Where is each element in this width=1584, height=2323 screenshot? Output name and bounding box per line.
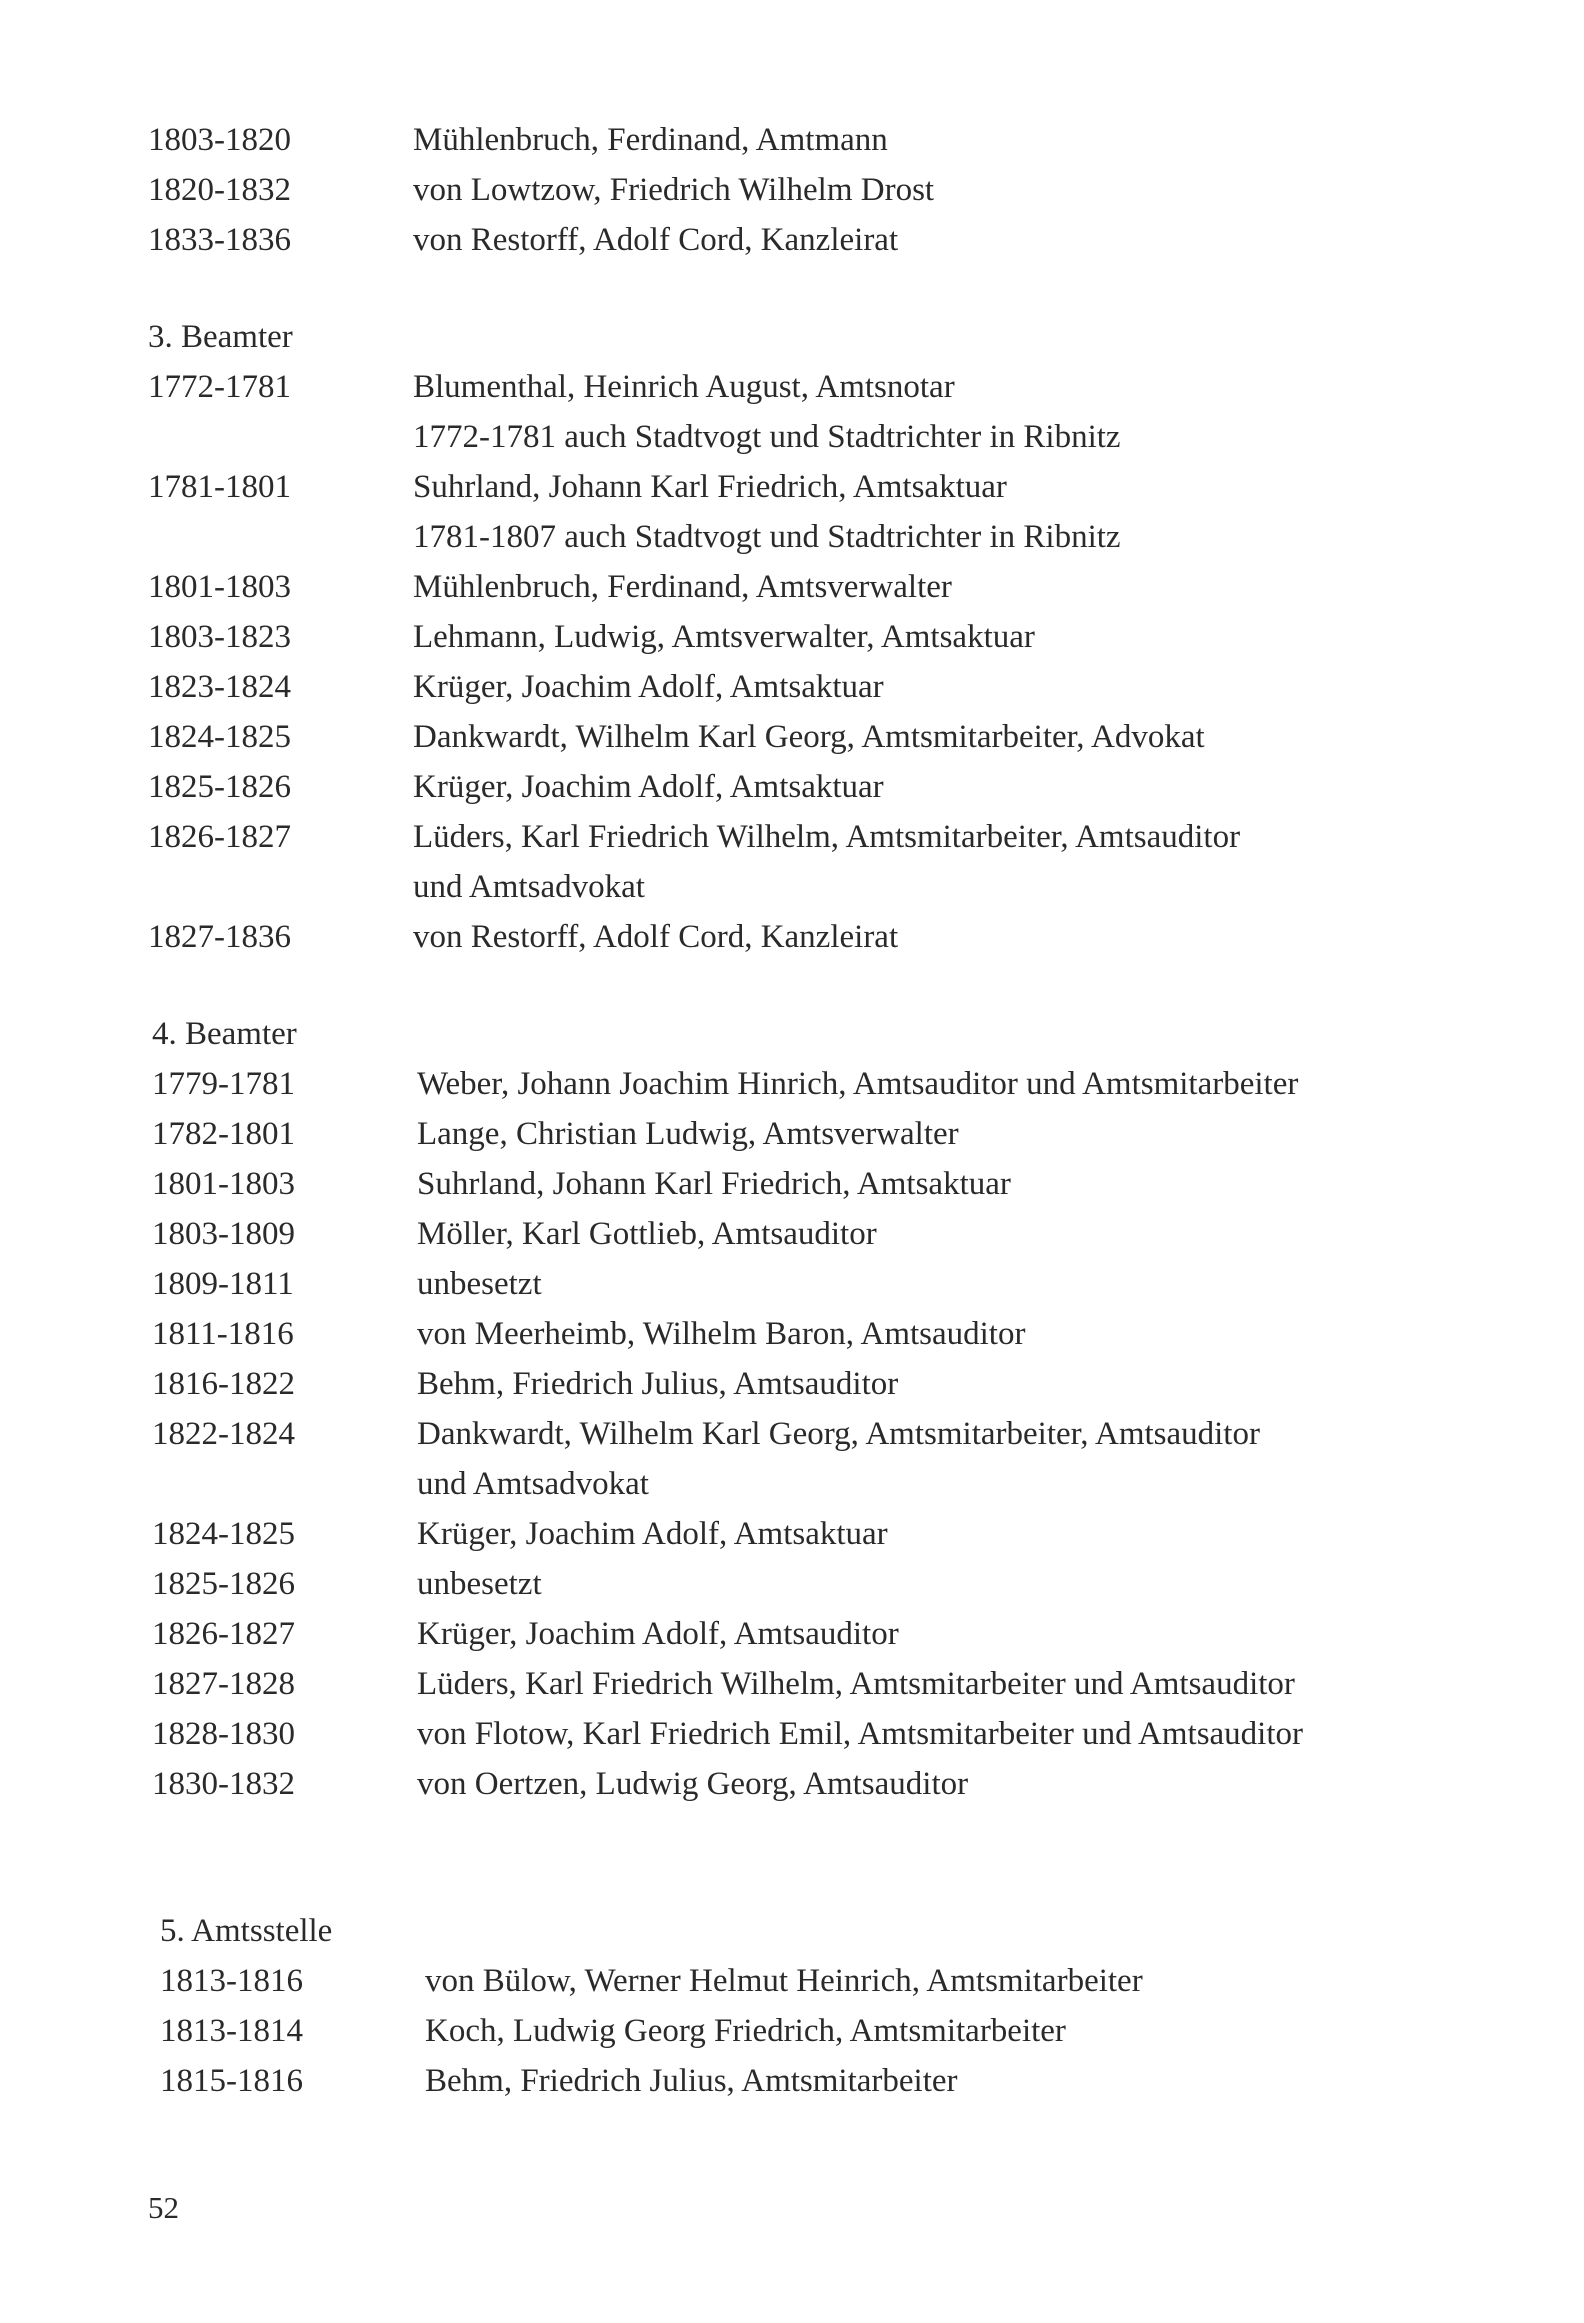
entry-description <box>417 1609 1572 1659</box>
entry-period: 1779-1781 <box>152 1066 295 1102</box>
entry-description <box>417 1209 1572 1259</box>
list-item <box>148 115 1568 165</box>
entry-description-line: 1772-1781 auch Stadtvogt und Stadtrichter in Ribnitz <box>413 419 1121 455</box>
section-heading: 4. Beamter <box>152 1016 297 1052</box>
entry-period: 1772-1781 <box>148 369 291 405</box>
entry-period: 1828-1830 <box>152 1716 295 1752</box>
entry-description <box>425 2056 1580 2106</box>
list-item <box>148 362 1568 462</box>
entry-description-line: unbesetzt <box>417 1266 542 1302</box>
entry-description <box>425 2006 1580 2056</box>
list-item <box>152 1559 1572 1609</box>
entry-period: 1781-1801 <box>148 469 291 505</box>
entry-description <box>417 1409 1572 1509</box>
entry-description <box>417 1759 1572 1809</box>
list-item <box>148 612 1568 662</box>
entry-period: 1822-1824 <box>152 1416 295 1452</box>
entry-description <box>413 362 1568 462</box>
entry-period: 1811-1816 <box>152 1316 294 1352</box>
entry-description <box>413 115 1568 165</box>
entry-description-line: Mühlenbruch, Ferdinand, Amtsverwalter <box>413 569 952 605</box>
entry-period: 1801-1803 <box>152 1166 295 1202</box>
section-heading: 5. Amtsstelle <box>160 1913 333 1949</box>
list-item <box>152 1709 1572 1759</box>
list-item <box>152 1759 1572 1809</box>
entry-description-line: Weber, Johann Joachim Hinrich, Amtsauditor und Amtsmitarbeiter <box>417 1066 1299 1102</box>
entry-period: 1801-1803 <box>148 569 291 605</box>
entry-description <box>417 1159 1572 1209</box>
entry-description <box>413 165 1568 215</box>
entry-description-line: Blumenthal, Heinrich August, Amtsnotar <box>413 369 955 405</box>
list-item <box>152 1109 1572 1159</box>
entry-description-line: von Oertzen, Ludwig Georg, Amtsauditor <box>417 1766 969 1802</box>
entry-description <box>417 1309 1572 1359</box>
entry-description-line: Dankwardt, Wilhelm Karl Georg, Amtsmitarbeiter, Advokat <box>413 719 1205 755</box>
list-item <box>152 1059 1572 1109</box>
section-officials-1 <box>148 115 1568 265</box>
entry-description <box>417 1509 1572 1559</box>
list-item <box>148 712 1568 762</box>
entry-period: 1826-1827 <box>152 1616 295 1652</box>
list-item <box>152 1409 1572 1509</box>
entry-description <box>417 1109 1572 1159</box>
entry-description-line: Krüger, Joachim Adolf, Amtsaktuar <box>413 769 884 805</box>
entry-period: 1824-1825 <box>148 719 291 755</box>
entry-description <box>413 562 1568 612</box>
entry-description <box>417 1259 1572 1309</box>
entry-description-line: Lehmann, Ludwig, Amtsverwalter, Amtsaktuar <box>413 619 1035 655</box>
entry-period: 1813-1816 <box>160 1963 303 1999</box>
entry-period: 1803-1809 <box>152 1216 295 1252</box>
section-5-amtsstelle <box>160 1906 1580 2106</box>
entry-description-line: Lüders, Karl Friedrich Wilhelm, Amtsmitarbeiter und Amtsauditor <box>417 1666 1295 1702</box>
entry-description-line: Krüger, Joachim Adolf, Amtsaktuar <box>417 1516 888 1552</box>
list-item <box>148 562 1568 612</box>
entry-description-line: von Meerheimb, Wilhelm Baron, Amtsauditor <box>417 1316 1026 1352</box>
section-3-beamter <box>148 312 1568 962</box>
entry-description <box>413 712 1568 762</box>
entry-description-line: von Restorff, Adolf Cord, Kanzleirat <box>413 222 899 258</box>
list-item <box>148 165 1568 215</box>
list-item <box>152 1309 1572 1359</box>
entry-period: 1830-1832 <box>152 1766 295 1802</box>
entry-description <box>413 215 1568 265</box>
section-4-beamter <box>152 1009 1572 1809</box>
entry-description <box>413 762 1568 812</box>
entry-description-line: Krüger, Joachim Adolf, Amtsauditor <box>417 1616 899 1652</box>
entry-description <box>413 612 1568 662</box>
list-item <box>152 1359 1572 1409</box>
entry-period: 1820-1832 <box>148 172 291 208</box>
entry-description-line: von Restorff, Adolf Cord, Kanzleirat <box>413 919 899 955</box>
list-item <box>160 1956 1580 2006</box>
entry-period: 1813-1814 <box>160 2013 303 2049</box>
entry-description-line: unbesetzt <box>417 1566 542 1602</box>
list-item <box>148 662 1568 712</box>
list-item <box>152 1609 1572 1659</box>
entry-description-line: von Flotow, Karl Friedrich Emil, Amtsmitarbeiter und Amtsauditor <box>417 1716 1304 1752</box>
entry-description-line: Dankwardt, Wilhelm Karl Georg, Amtsmitarbeiter, Amtsauditor <box>417 1416 1260 1452</box>
entry-description-line: Suhrland, Johann Karl Friedrich, Amtsaktuar <box>417 1166 1011 1202</box>
list-item <box>148 762 1568 812</box>
entry-description-line: von Bülow, Werner Helmut Heinrich, Amtsmitarbeiter <box>425 1963 1143 1999</box>
list-item <box>148 812 1568 912</box>
entry-description-line: Mühlenbruch, Ferdinand, Amtmann <box>413 122 888 158</box>
list-item <box>152 1209 1572 1259</box>
entry-description-line: von Lowtzow, Friedrich Wilhelm Drost <box>413 172 935 208</box>
entry-description-line: Lüders, Karl Friedrich Wilhelm, Amtsmitarbeiter, Amtsauditor <box>413 819 1241 855</box>
entry-description-line: 1781-1807 auch Stadtvogt und Stadtrichter in Ribnitz <box>413 519 1121 555</box>
list-item <box>148 462 1568 562</box>
entry-period: 1782-1801 <box>152 1116 295 1152</box>
entry-period: 1816-1822 <box>152 1366 295 1402</box>
entry-period: 1827-1828 <box>152 1666 295 1702</box>
entry-description <box>413 912 1568 962</box>
entry-period: 1825-1826 <box>152 1566 295 1602</box>
list-item <box>152 1259 1572 1309</box>
list-item <box>148 215 1568 265</box>
entry-description <box>417 1359 1572 1409</box>
entry-period: 1803-1823 <box>148 619 291 655</box>
entry-description <box>417 1659 1572 1709</box>
page-number: 52 <box>148 2190 179 2225</box>
entry-period: 1826-1827 <box>148 819 291 855</box>
entry-description-line: Suhrland, Johann Karl Friedrich, Amtsaktuar <box>413 469 1007 505</box>
entry-description-line: Koch, Ludwig Georg Friedrich, Amtsmitarbeiter <box>425 2013 1066 2049</box>
entry-description <box>417 1559 1572 1609</box>
entry-description-line: Krüger, Joachim Adolf, Amtsaktuar <box>413 669 884 705</box>
entry-period: 1823-1824 <box>148 669 291 705</box>
entry-description <box>417 1709 1572 1759</box>
entry-description-line: und Amtsadvokat <box>413 869 645 905</box>
entry-description-line: Behm, Friedrich Julius, Amtsauditor <box>417 1366 899 1402</box>
entry-period: 1815-1816 <box>160 2063 303 2099</box>
list-item <box>152 1159 1572 1209</box>
entry-description-line: und Amtsadvokat <box>417 1466 649 1502</box>
entry-period: 1803-1820 <box>148 122 291 158</box>
entry-description <box>413 462 1568 562</box>
section-heading: 3. Beamter <box>148 319 293 355</box>
list-item <box>160 2006 1580 2056</box>
list-item <box>160 2056 1580 2106</box>
entry-description-line: Möller, Karl Gottlieb, Amtsauditor <box>417 1216 877 1252</box>
entry-period: 1833-1836 <box>148 222 291 258</box>
entry-description <box>417 1059 1572 1109</box>
entry-description <box>425 1956 1580 2006</box>
entry-description-line: Behm, Friedrich Julius, Amtsmitarbeiter <box>425 2063 958 2099</box>
entry-description <box>413 662 1568 712</box>
entry-description <box>413 812 1568 912</box>
list-item <box>152 1659 1572 1709</box>
entry-period: 1827-1836 <box>148 919 291 955</box>
entry-period: 1825-1826 <box>148 769 291 805</box>
list-item <box>148 912 1568 962</box>
entry-description-line: Lange, Christian Ludwig, Amtsverwalter <box>417 1116 959 1152</box>
entry-period: 1809-1811 <box>152 1266 294 1302</box>
entry-period: 1824-1825 <box>152 1516 295 1552</box>
list-item <box>152 1509 1572 1559</box>
